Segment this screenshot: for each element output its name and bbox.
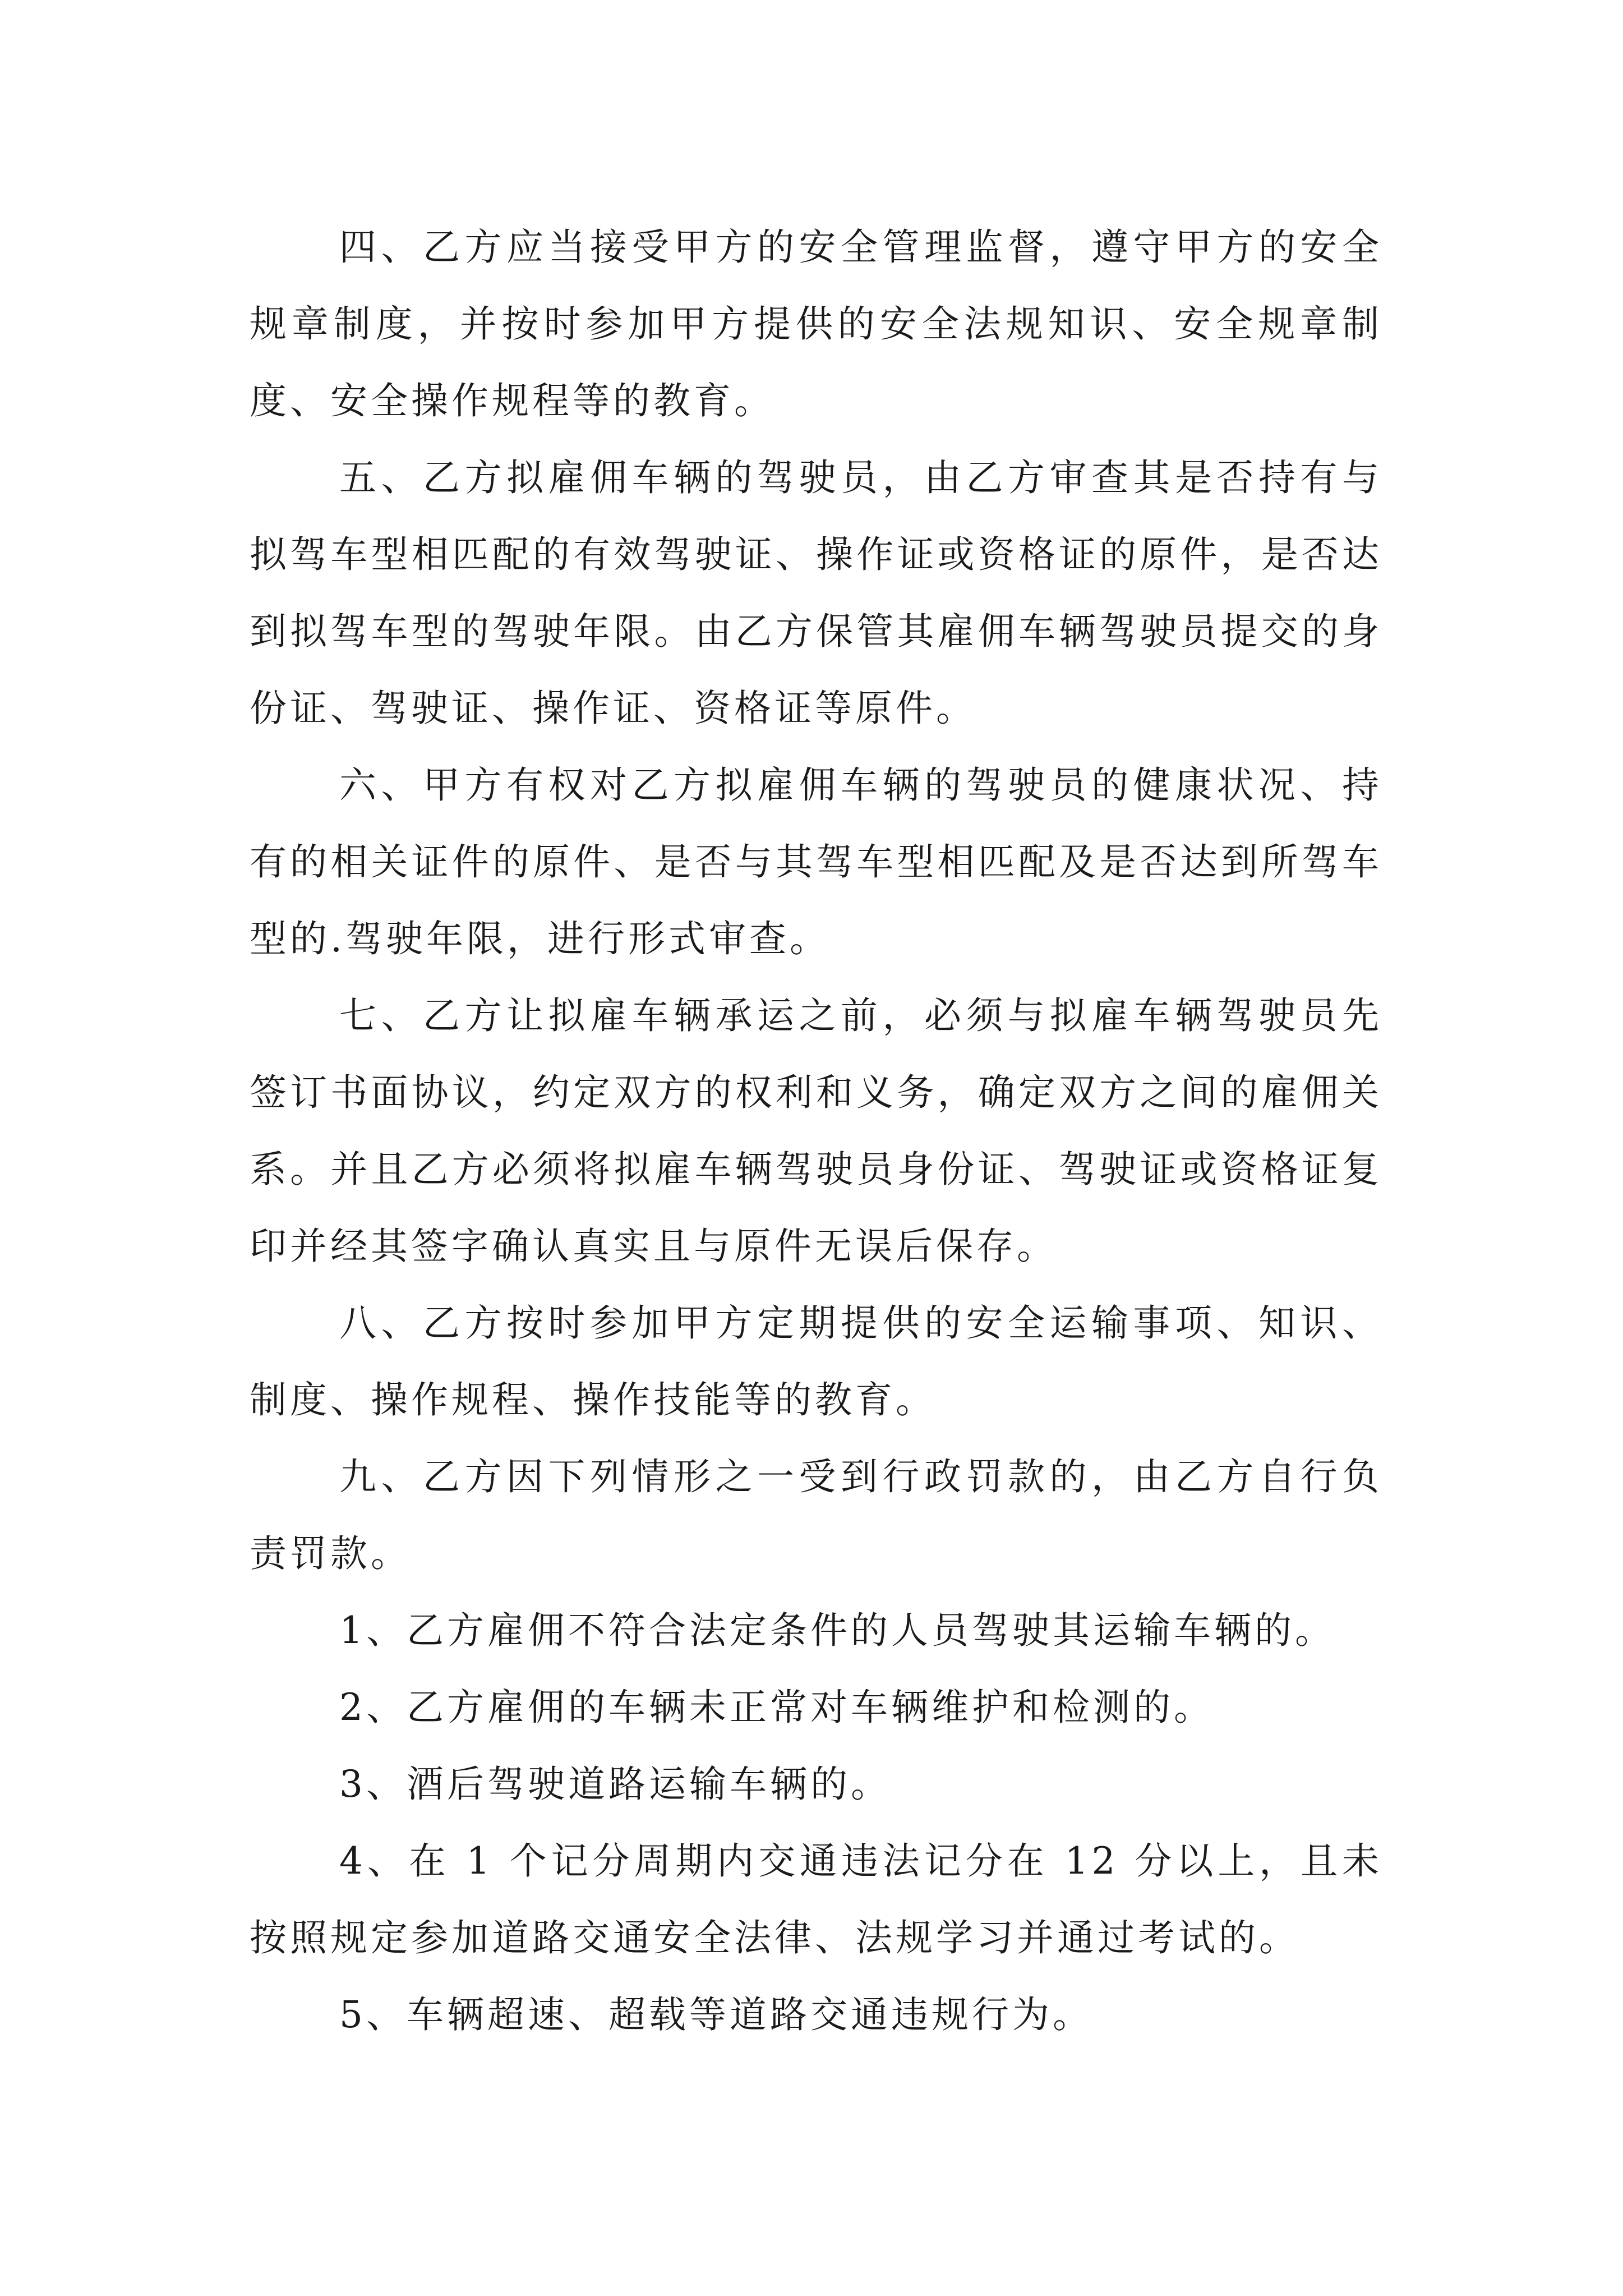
clause-5: 五、乙方拟雇佣车辆的驾驶员，由乙方审查其是否持有与拟驾车型相匹配的有效驾驶证、操作证或资格证的原件，是否达到拟驾车型的驾驶年限。由乙方保管其雇佣车辆驾驶员提交的身份证、驾驶证、操作证、资格证等原件。 [250, 456, 1382, 730]
clause-7: 七、乙方让拟雇车辆承运之前，必须与拟雇车辆驾驶员先签订书面协议，约定双方的权利和义务，确定双方之间的雇佣关系。并且乙方必须将拟雇车辆驾驶员身份证、驾驶证或资格证复印并经其签字确认真实且与原件无误后保存。 [250, 994, 1382, 1268]
clause-9-item-1: 1、乙方雇佣不符合法定条件的人员驾驶其运输车辆的。 [339, 1609, 1335, 1652]
clause-9-item-2: 2、乙方雇佣的车辆未正常对车辆维护和检测的。 [339, 1686, 1214, 1729]
clause-9: 九、乙方因下列情形之一受到行政罚款的，由乙方自行负责罚款。 [250, 1455, 1382, 1575]
clause-8: 八、乙方按时参加甲方定期提供的安全运输事项、知识、制度、操作规程、操作技能等的教育。 [250, 1301, 1382, 1421]
document-body [250, 209, 1382, 2053]
clause-9-item-3: 3、酒后驾驶道路运输车辆的。 [339, 1763, 891, 1806]
clause-6: 六、甲方有权对乙方拟雇佣车辆的驾驶员的健康状况、持有的相关证件的原件、是否与其驾车型相匹配及是否达到所驾车型的.驾驶年限，进行形式审查。 [250, 763, 1382, 960]
clause-4: 四、乙方应当接受甲方的安全管理监督，遵守甲方的安全规章制度，并按时参加甲方提供的安全法规知识、安全规章制度、安全操作规程等的教育。 [250, 226, 1382, 422]
clause-9-item-4: 4、在 1 个记分周期内交通违法记分在 12 分以上，且未按照规定参加道路交通安全法律、法规学习并通过考试的。 [250, 1839, 1382, 1959]
clause-9-item-5: 5、车辆超速、超载等道路交通违规行为。 [339, 1993, 1093, 2036]
